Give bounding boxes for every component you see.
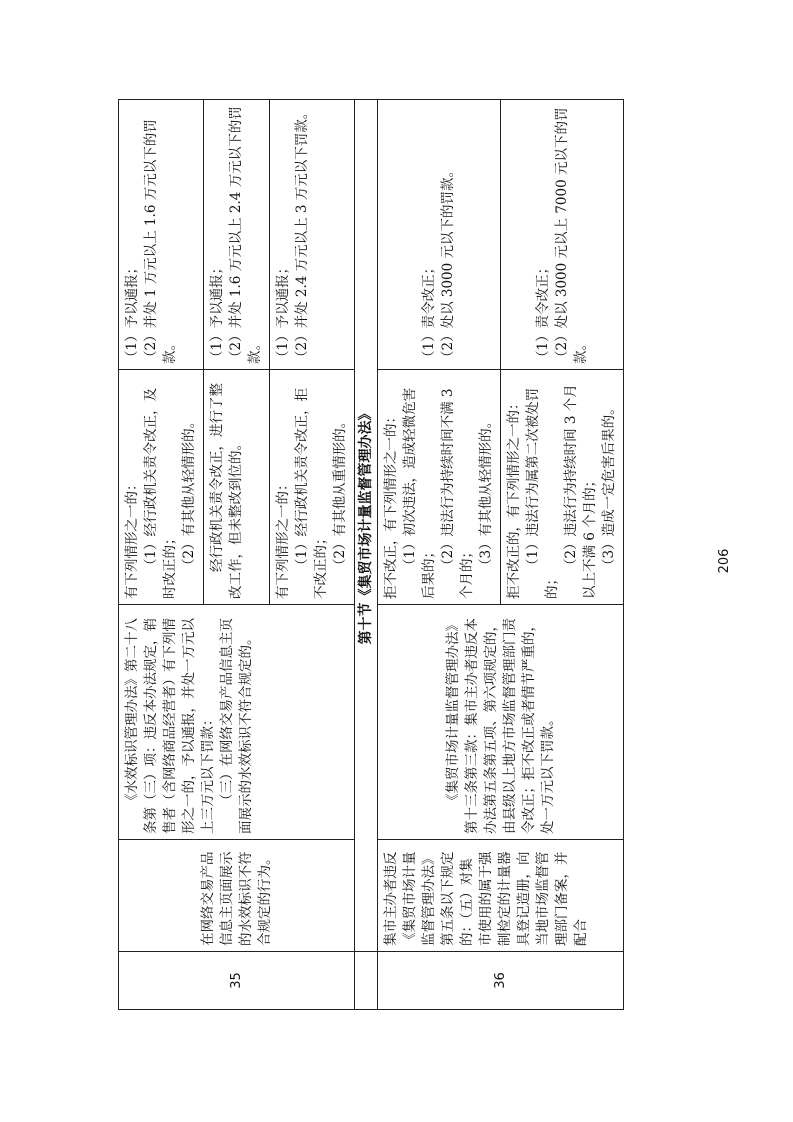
basis-paragraph: 《集贸市场计量监督管理办法》第十三条第三款：集市主办者违反本办法第五条第五项、第六项规定的，由县级以上地方市场监督管理部门责令改正；拒不改正或者情节严重的，处一万元以下罚款。 xyxy=(444,618,556,834)
circumstance-condition xyxy=(501,370,624,605)
penalty-line: （2）处以 3000 元以下的罚款。 xyxy=(440,163,456,364)
penalty-line: （2）并处 1.6 万元以上 2.4 万元以下的罚款。 xyxy=(228,106,263,364)
condition-line: （1）违法行为属第二次被处罚的； xyxy=(525,387,560,599)
condition-line: （2）违法行为持续时间不满 3 个月的； xyxy=(440,388,475,599)
condition-line: （2）有其他从重情形的。 xyxy=(332,414,348,572)
condition-line: （1）经行政机关责令改正，拒不改正的； xyxy=(294,387,329,599)
table-row xyxy=(378,100,501,1010)
circumstance-condition xyxy=(119,370,204,605)
condition-line: 有下列情形之一的： xyxy=(124,477,140,599)
basis-paragraph: （三）在网络交易产品信息主页面展示的水效标识不符合规定的。 xyxy=(219,618,254,834)
rotated-table-wrapper xyxy=(118,100,615,1010)
section-title: 第十节《集贸市场计量监督管理办法》 xyxy=(355,100,378,952)
penalty-standard-table xyxy=(118,99,624,1010)
table-row xyxy=(119,100,204,1010)
page-number: 206 xyxy=(717,548,732,574)
violation-behavior xyxy=(119,840,355,952)
condition-line: （1）初次违法，造成轻微危害后果的； xyxy=(402,387,437,599)
penalty-standard xyxy=(204,100,270,370)
condition-line: 经行政机关责令改正，进行了整改工作，但未整改到位的。 xyxy=(209,383,244,599)
behavior-text: 集市主办者违反《集贸市场计量监督管理办法》第五条以下规定的：（五）对集市使用的属于强制检定的计量器具登记造册，向当地市场监督管理部门备案，并配合 xyxy=(383,851,589,946)
condition-line: （2）有其他从轻情形的。 xyxy=(181,414,197,572)
row-number: 36 xyxy=(378,952,624,1010)
legal-basis xyxy=(378,605,624,840)
penalty-standard xyxy=(501,100,624,370)
penalty-line: （1）责令改正； xyxy=(421,260,437,364)
penalty-standard xyxy=(270,100,355,370)
penalty-line: （2）并处 2.4 万元以上 3 万元以下罚款。 xyxy=(294,105,310,364)
condition-line: 拒不改正，有下列情形之一的： xyxy=(383,410,399,599)
circumstance-condition xyxy=(270,370,355,605)
penalty-standard xyxy=(119,100,204,370)
condition-line: （3）造成一定危害后果的。 xyxy=(601,401,617,572)
condition-line: （1）经行政机关责令改正，及时改正的； xyxy=(143,387,178,599)
circumstance-condition xyxy=(204,370,270,605)
behavior-text: 在网络交易产品信息主页面展示的水效标识不符合规定的行为。 xyxy=(199,851,273,946)
legal-basis xyxy=(119,605,355,840)
penalty-line: （2）并处 1 万元以上 1.6 万元以下的罚款。 xyxy=(143,119,178,364)
row-number: 35 xyxy=(119,952,355,1010)
penalty-standard xyxy=(378,100,501,370)
penalty-line: （2）处以 3000 元以上 7000 元以下的罚款。 xyxy=(553,107,589,364)
basis-paragraph: 《水效标识管理办法》第二十八条第（三）项：违反本办法规定，销售者（含网络商品经营者）有下列情形之一的，予以通报，并处一万元以上三万元以下罚款： xyxy=(124,618,216,834)
condition-line: 拒不改正的，有下列情形之一的： xyxy=(506,396,522,599)
violation-behavior xyxy=(378,840,624,952)
condition-line: （2）违法行为持续时间 3 个月以上不满 6 个月的； xyxy=(563,384,598,599)
penalty-line: （1）予以通报； xyxy=(275,260,291,364)
penalty-line: （1）予以通报； xyxy=(209,260,225,364)
penalty-line: （1）予以通报； xyxy=(124,260,140,364)
section-row xyxy=(355,100,378,1010)
condition-line: （3）有其他从轻情形的。 xyxy=(478,414,494,572)
circumstance-condition xyxy=(378,370,501,605)
penalty-line: （1）责令改正； xyxy=(534,260,551,364)
condition-line: 有下列情形之一的： xyxy=(275,477,291,599)
